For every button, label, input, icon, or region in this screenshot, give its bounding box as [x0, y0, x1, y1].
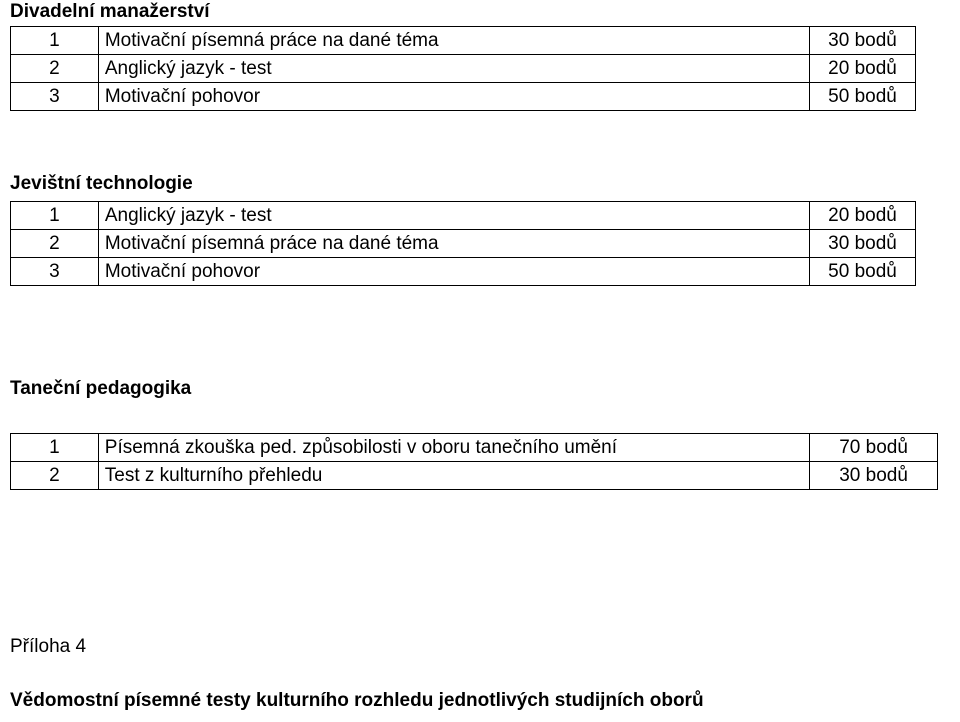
table-row [11, 434, 938, 462]
appendix-title: Vědomostní písemné testy kulturního rozhledu jednotlivých studijních oborů [10, 690, 704, 711]
appendix-label: Příloha 4 [10, 636, 87, 657]
row-subject: Motivační pohovor [98, 258, 809, 286]
row-number: 1 [11, 27, 99, 55]
section-heading-divadelni-manazerstvi: Divadelní manažerství [10, 1, 210, 22]
row-points: 50 bodů [810, 258, 916, 286]
table-row [11, 258, 916, 286]
score-table-divadelni-manazerstvi [10, 26, 916, 111]
row-subject: Motivační pohovor [98, 83, 809, 111]
table-row [11, 230, 916, 258]
row-number: 2 [11, 230, 99, 258]
row-number: 2 [11, 55, 99, 83]
row-points: 30 bodů [810, 27, 916, 55]
row-points: 30 bodů [810, 462, 938, 490]
table-row [11, 202, 916, 230]
table-row [11, 27, 916, 55]
table-row [11, 462, 938, 490]
row-subject: Motivační písemná práce na dané téma [98, 230, 809, 258]
row-points: 20 bodů [810, 202, 916, 230]
row-subject: Anglický jazyk - test [98, 55, 809, 83]
row-points: 70 bodů [810, 434, 938, 462]
row-points: 30 bodů [810, 230, 916, 258]
table-row [11, 55, 916, 83]
row-subject: Test z kulturního přehledu [98, 462, 809, 490]
row-number: 3 [11, 258, 99, 286]
row-number: 3 [11, 83, 99, 111]
score-table-tanecni-pedagogika [10, 433, 938, 490]
row-number: 2 [11, 462, 99, 490]
section-heading-tanecni-pedagogika: Taneční pedagogika [10, 378, 192, 399]
table-row [11, 83, 916, 111]
section-heading-jevistni-technologie: Jevištní technologie [10, 173, 193, 194]
row-subject: Anglický jazyk - test [98, 202, 809, 230]
row-points: 50 bodů [810, 83, 916, 111]
row-points: 20 bodů [810, 55, 916, 83]
row-subject: Písemná zkouška ped. způsobilosti v oboru tanečního umění [98, 434, 809, 462]
row-subject: Motivační písemná práce na dané téma [98, 27, 809, 55]
row-number: 1 [11, 202, 99, 230]
row-number: 1 [11, 434, 99, 462]
score-table-jevistni-technologie [10, 201, 916, 286]
